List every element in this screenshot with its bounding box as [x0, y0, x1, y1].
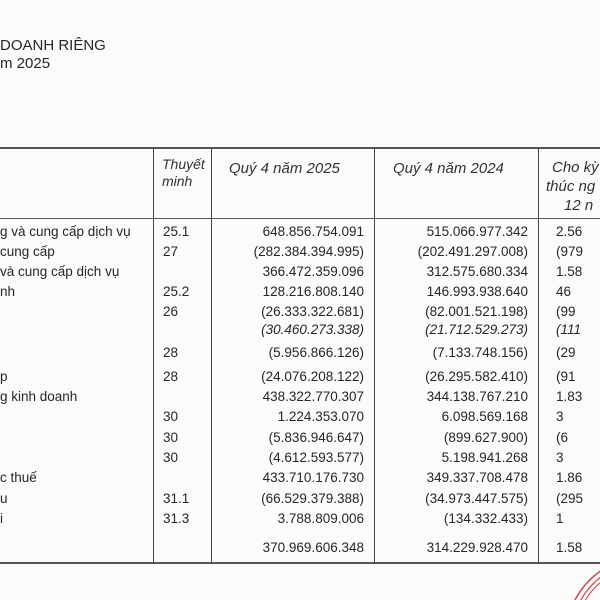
header-note-line: minh [162, 173, 193, 189]
table-row [0, 264, 600, 282]
table-row [0, 450, 600, 468]
value-period: (91 [556, 369, 576, 384]
table-bottom-border [0, 562, 600, 564]
value-q4-2025: (66.529.379.388) [261, 491, 364, 506]
table-row [0, 244, 600, 262]
value-period: 3 [556, 450, 564, 465]
table-row [0, 284, 600, 302]
row-note: 26 [163, 304, 179, 319]
value-q4-2024: 5.198.941.268 [441, 450, 528, 465]
value-q4-2024: (21.712.529.273) [425, 322, 528, 337]
header-note [162, 156, 205, 190]
value-period: (6 [556, 430, 569, 445]
value-period: 1.58 [556, 264, 583, 279]
table-row [0, 345, 600, 363]
value-q4-2025: (5.956.866.126) [268, 345, 364, 360]
red-stamp [540, 560, 600, 600]
value-q4-2024: (899.627.900) [443, 430, 528, 445]
row-label: g và cung cấp dịch vụ [0, 224, 131, 239]
value-q4-2024: (26.295.582.410) [425, 369, 528, 384]
row-label: p [0, 369, 8, 384]
row-label: i [0, 511, 3, 526]
value-q4-2025: (5.836.946.647) [268, 430, 364, 445]
row-label: u [0, 491, 8, 506]
row-note: 27 [163, 244, 179, 259]
row-label: và cung cấp dịch vụ [0, 264, 120, 279]
value-period: 1.83 [556, 389, 583, 404]
value-period: (979 [556, 244, 584, 259]
table-row [0, 322, 600, 340]
value-q4-2024: 515.066.977.342 [426, 224, 528, 239]
row-note: 28 [163, 345, 179, 360]
value-period: 1.58 [556, 540, 583, 555]
value-q4-2025: 648.856.754.091 [262, 224, 364, 239]
value-q4-2025: 128.216.808.140 [262, 284, 364, 299]
value-q4-2024: 312.575.680.334 [426, 264, 528, 279]
table-top-border [0, 147, 600, 149]
value-q4-2025: 1.224.353.070 [277, 409, 364, 424]
row-note: 30 [163, 409, 179, 424]
row-note: 25.1 [163, 224, 190, 239]
table-row [0, 369, 600, 387]
header-q4-2025: Quý 4 năm 2025 [229, 160, 340, 177]
row-note: 30 [163, 430, 179, 445]
table-row [0, 224, 600, 242]
value-q4-2025: (4.612.593.577) [268, 450, 364, 465]
value-q4-2025: 433.710.176.730 [262, 470, 364, 485]
header-period-line: 12 n [564, 197, 594, 214]
row-note: 31.1 [163, 491, 190, 506]
table-row [0, 511, 600, 529]
row-note: 28 [163, 369, 179, 384]
value-period: (111 [556, 322, 582, 337]
statement-title: DOANH RIÊNG [0, 37, 106, 54]
value-q4-2025: 3.788.809.006 [277, 511, 364, 526]
row-note: 31.3 [163, 511, 190, 526]
value-period: 1.86 [556, 470, 583, 485]
value-period: (99 [556, 304, 576, 319]
value-q4-2025: 438.322.770.307 [262, 389, 364, 404]
header-note-line: Thuyết [162, 156, 205, 172]
value-q4-2025: (282.384.394.995) [253, 244, 364, 259]
table-row [0, 389, 600, 407]
header-period-line: Cho kỳ [552, 159, 599, 176]
row-note: 30 [163, 450, 179, 465]
value-q4-2024: (34.973.447.575) [425, 491, 528, 506]
table-row [0, 491, 600, 509]
table-row [0, 430, 600, 448]
value-period: 46 [556, 284, 572, 299]
row-note: 25.2 [163, 284, 190, 299]
value-q4-2024: 314.229.928.470 [426, 540, 528, 555]
value-q4-2025: (26.333.322.681) [261, 304, 364, 319]
header-period [546, 158, 600, 215]
value-q4-2024: (202.491.297.008) [417, 244, 528, 259]
row-label: cung cấp [0, 244, 55, 259]
value-q4-2024: 6.098.569.168 [441, 409, 528, 424]
row-label: c thuế [0, 470, 37, 485]
value-q4-2024: (7.133.748.156) [432, 345, 528, 360]
value-period: (29 [556, 345, 576, 360]
value-period: (295 [556, 491, 584, 506]
value-q4-2024: 146.993.938.640 [426, 284, 528, 299]
table-row [0, 540, 600, 558]
value-period: 1 [556, 511, 564, 526]
row-label: g kinh doanh [0, 389, 78, 404]
table-row [0, 409, 600, 427]
value-q4-2024: 349.337.708.478 [426, 470, 528, 485]
value-q4-2025: 370.969.606.348 [262, 540, 364, 555]
header-divider [0, 218, 600, 219]
value-period: 2.56 [556, 224, 583, 239]
statement-subtitle: m 2025 [0, 55, 51, 72]
value-q4-2025: 366.472.359.096 [262, 264, 364, 279]
table-row [0, 304, 600, 322]
value-q4-2024: 344.138.767.210 [426, 389, 528, 404]
value-q4-2025: (30.460.273.338) [261, 322, 364, 337]
value-q4-2024: (82.001.521.198) [425, 304, 528, 319]
row-label: nh [0, 284, 16, 299]
table-row [0, 470, 600, 488]
value-period: 3 [556, 409, 564, 424]
value-q4-2025: (24.076.208.122) [261, 369, 364, 384]
value-q4-2024: (134.332.433) [443, 511, 528, 526]
header-q4-2024: Quý 4 năm 2024 [393, 160, 504, 177]
header-period-line: thúc ng [546, 178, 596, 195]
